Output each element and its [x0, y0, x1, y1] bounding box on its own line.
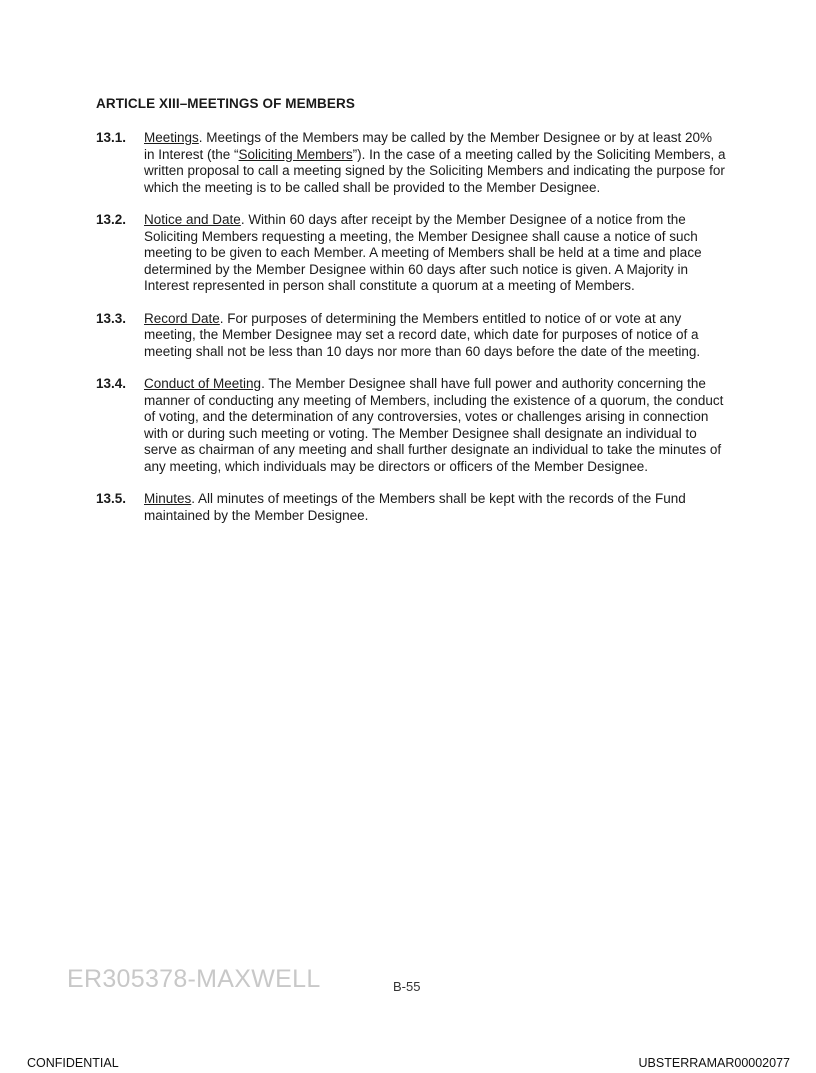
sections-list	[96, 130, 726, 540]
section-13-3	[96, 311, 726, 361]
section-text: . The Member Designee shall have full power and authority concerning the manner of conducting any meeting of Members, including the existence of a quorum, the conduct of voting, and the determination of any controversies, votes or challenges arising in connection with or during such meeting or voting. The Member Designee shall designate an individual to serve as chairman of any meeting and shall further designate an individual to take the minutes of any meeting, which individuals may be directors or officers of the Member Designee.	[144, 376, 724, 474]
section-number: 13.2.	[96, 212, 127, 227]
section-text: . Within 60 days after receipt by the Member Designee of a notice from the Soliciting Members requesting a meeting, the Member Designee shall cause a notice of such meeting to be given to each Member. A meeting of Members shall be held at a time and place determined by the Member Designee within 60 days after such notice is given. A Majority in Interest represented in person shall constitute a quorum at a meeting of Members.	[144, 212, 702, 293]
section-13-1	[96, 130, 726, 196]
confidential-label: CONFIDENTIAL	[27, 1056, 119, 1070]
section-text: . For purposes of determining the Members entitled to notice of or vote at any meeting, the Member Designee may set a record date, which date for purposes of notice of a meeting shall not be less than 10 days nor more than 60 days before the date of the meeting.	[144, 310, 701, 359]
section-heading: Conduct of Meeting	[144, 376, 262, 391]
section-text: . All minutes of meetings of the Members shall be kept with the records of the Fund maintained by the Member Designee.	[144, 491, 686, 523]
section-number: 13.3.	[96, 310, 127, 326]
section-13-2	[96, 212, 726, 295]
section-number: 13.1.	[96, 130, 127, 145]
section-body	[144, 376, 726, 475]
section-13-4	[96, 376, 726, 475]
bates-watermark: ER305378-MAXWELL	[67, 965, 321, 993]
bates-number: UBSTERRAMAR00002077	[638, 1056, 790, 1070]
section-13-5	[96, 491, 726, 524]
section-heading: Notice and Date	[144, 212, 241, 227]
section-body	[144, 130, 726, 196]
section-number: 13.5.	[96, 491, 127, 506]
section-text: . Meetings of the Members may be called by the Member Designee or by at least 20% in Interest (the “	[144, 130, 713, 162]
page-number: B-55	[393, 979, 421, 994]
section-body	[144, 311, 726, 361]
section-heading: Meetings	[144, 130, 199, 145]
defined-term: Soliciting Members	[238, 146, 353, 162]
section-body	[144, 491, 726, 524]
section-body	[144, 212, 726, 295]
section-heading: Record Date	[144, 310, 220, 326]
section-text: ”). In the case of a meeting called by the Soliciting Members, a written proposal to call a meeting signed by the Soliciting Members and indicating the purpose for which the meeting is to be called shall be provided to the Member Designee.	[144, 146, 726, 195]
article-title: ARTICLE XIII–MEETINGS OF MEMBERS	[96, 96, 355, 111]
section-number: 13.4.	[96, 376, 127, 391]
section-heading: Minutes	[144, 491, 192, 506]
